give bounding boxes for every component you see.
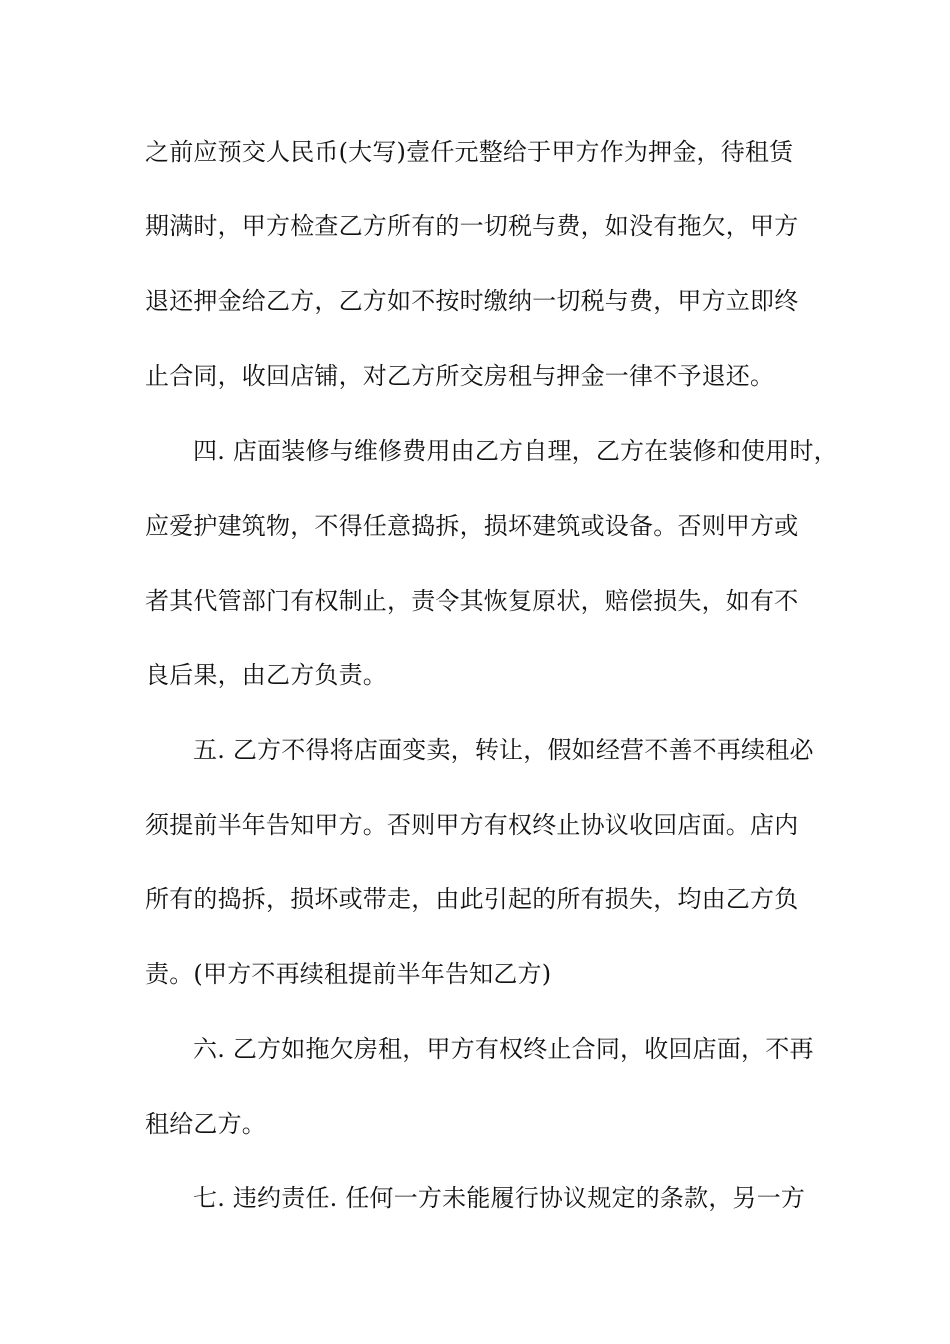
paragraph-line: 良后果，由乙方负责。 [145,661,387,689]
paragraph-line: 者其代管部门有权制止，责令其恢复原状，赔偿损失，如有不 [145,587,799,615]
paragraph-line: 止合同，收回店铺，对乙方所交房租与押金一律不予退还。 [145,362,775,390]
clause-six-line: 六. 乙方如拖欠房租，甲方有权终止合同，收回店面，不再 [193,1035,814,1063]
paragraph-line: 应爱护建筑物，不得任意捣拆，损坏建筑或设备。否则甲方或 [145,512,799,540]
paragraph-line: 之前应预交人民币(大写)壹仟元整给于甲方作为押金，待租赁 [145,138,794,166]
paragraph-line: 须提前半年告知甲方。否则甲方有权终止协议收回店面。店内 [145,811,799,839]
clause-seven-line: 七. 违约责任. 任何一方未能履行协议规定的条款，另一方 [193,1184,806,1212]
paragraph-line: 租给乙方。 [145,1110,266,1138]
paragraph-line: 退还押金给乙方，乙方如不按时缴纳一切税与费，甲方立即终 [145,287,799,315]
clause-four-line: 四. 店面装修与维修费用由乙方自理，乙方在装修和使用时， [193,437,838,465]
paragraph-line: 责。(甲方不再续租提前半年告知乙方) [145,960,552,988]
paragraph-line: 期满时，甲方检查乙方所有的一切税与费，如没有拖欠，甲方 [145,212,799,240]
clause-five-line: 五. 乙方不得将店面变卖，转让，假如经营不善不再续租必 [193,736,814,764]
paragraph-line: 所有的捣拆，损坏或带走，由此引起的所有损失，均由乙方负 [145,885,799,913]
